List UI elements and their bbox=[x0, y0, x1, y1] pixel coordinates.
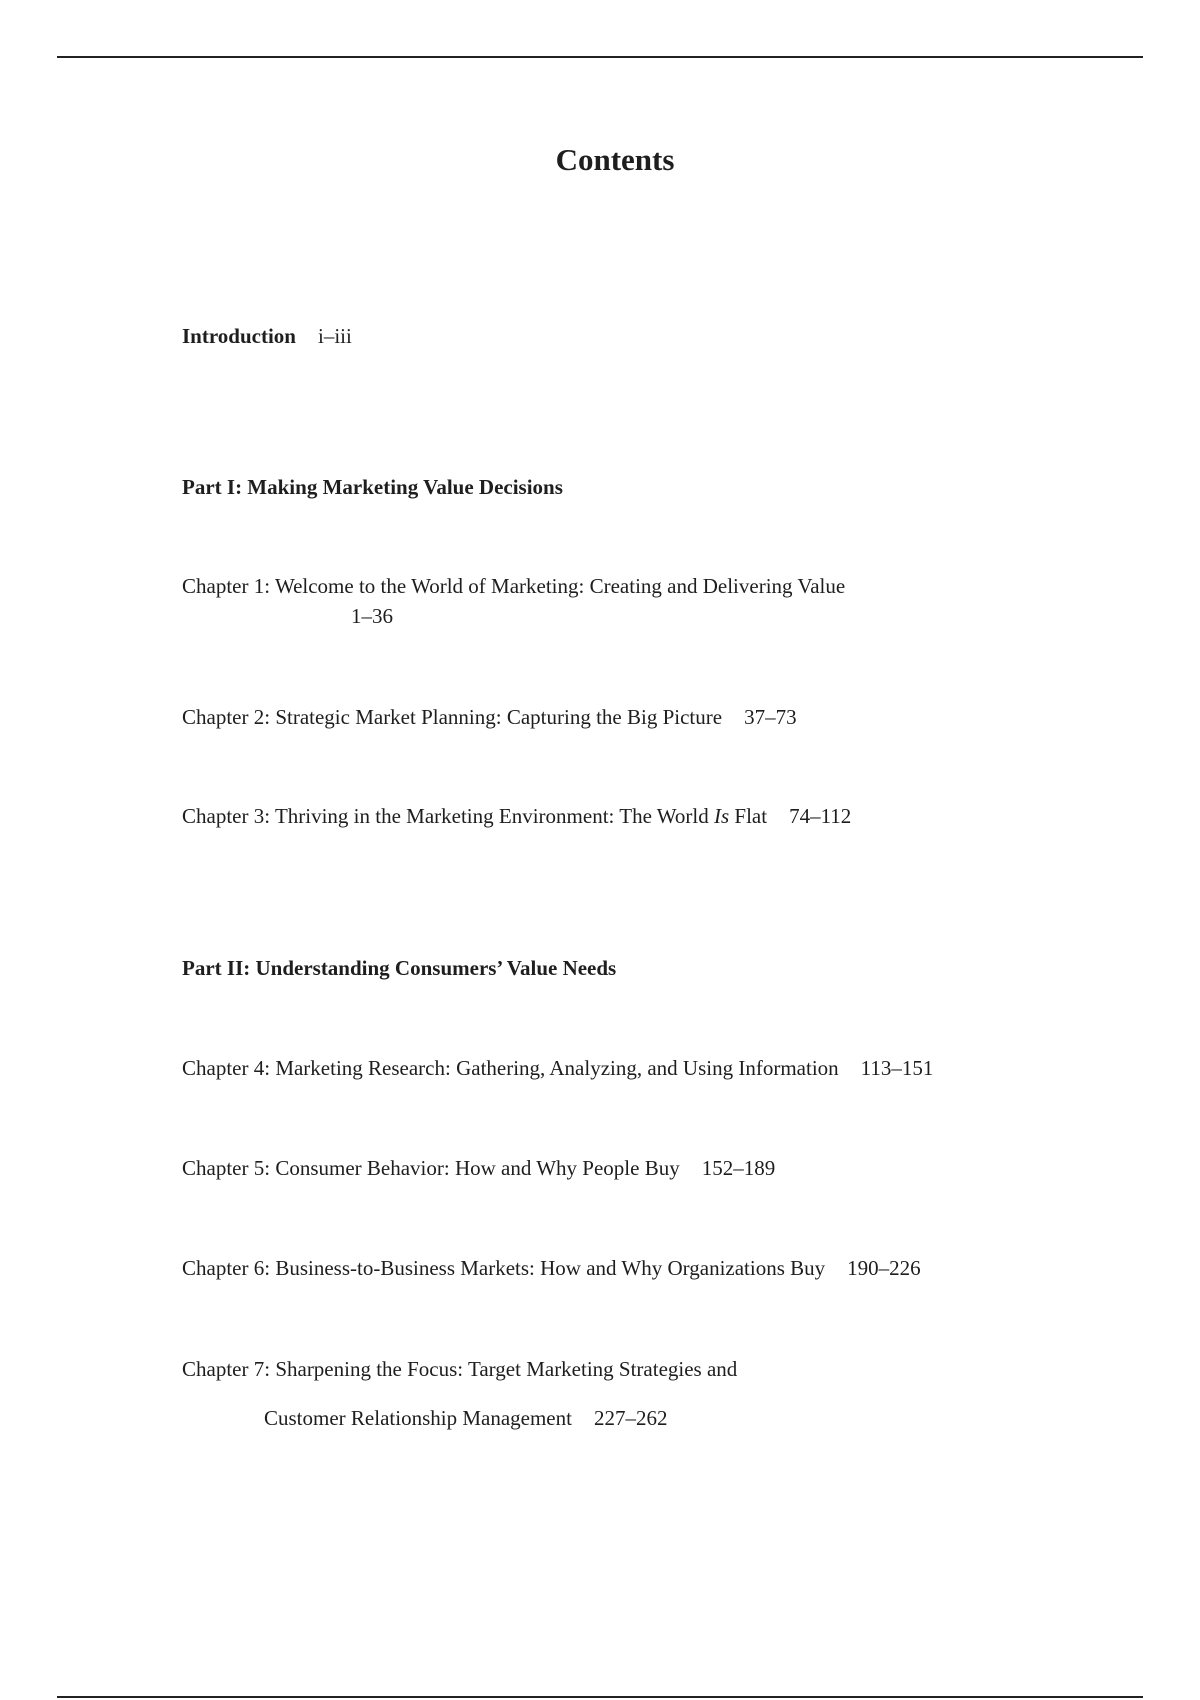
chapter-title: Consumer Behavior: How and Why People Buy bbox=[275, 1156, 680, 1180]
top-rule bbox=[57, 56, 1143, 58]
part-heading: Part II: Understanding Consumers’ Value Needs bbox=[182, 956, 617, 980]
chapter-label: Chapter 2: bbox=[182, 705, 271, 729]
toc-entry-chapter-4 bbox=[182, 1054, 933, 1082]
chapter-title: Customer Relationship Management bbox=[264, 1406, 572, 1430]
chapter-title-part: Thriving in the Marketing Environment: The World bbox=[274, 804, 714, 828]
toc-entry-chapter-6 bbox=[182, 1254, 921, 1282]
chapter-label: Chapter 4: bbox=[182, 1056, 271, 1080]
toc-entry-chapter-1 bbox=[182, 572, 845, 600]
chapter-label: Chapter 5: bbox=[182, 1156, 271, 1180]
chapter-title: Strategic Market Planning: Capturing the Big Picture bbox=[275, 705, 723, 729]
chapter-title: Welcome to the World of Marketing: Creating and Delivering Value bbox=[274, 574, 846, 598]
chapter-label: Chapter 1: bbox=[182, 574, 271, 598]
chapter-title-emphasis: Is bbox=[713, 804, 730, 828]
chapter-label: Chapter 6: bbox=[182, 1256, 271, 1280]
chapter-label: Chapter 3: bbox=[182, 804, 271, 828]
toc-entry-chapter-5 bbox=[182, 1154, 775, 1182]
chapter-title bbox=[275, 804, 767, 828]
toc-entry-introduction bbox=[182, 322, 352, 350]
chapter-pages: 1–36 bbox=[351, 604, 393, 628]
introduction-pages: i–iii bbox=[317, 324, 352, 348]
chapter-pages: 190–226 bbox=[847, 1256, 921, 1280]
toc-entry-chapter-2 bbox=[182, 703, 797, 731]
chapter-pages: 152–189 bbox=[701, 1156, 776, 1180]
chapter-title-part: Flat bbox=[729, 804, 768, 828]
chapter-pages: 113–151 bbox=[860, 1056, 934, 1080]
chapter-title: Sharpening the Focus: Target Marketing Strategies and bbox=[275, 1357, 738, 1381]
chapter-title: Business-to-Business Markets: How and Why Organizations Buy bbox=[275, 1256, 826, 1280]
chapter-title: Marketing Research: Gathering, Analyzing, and Using Information bbox=[275, 1056, 839, 1080]
toc-entry-chapter-7 bbox=[182, 1355, 737, 1383]
part-heading: Part I: Making Marketing Value Decisions bbox=[182, 475, 563, 499]
chapter-pages: 227–262 bbox=[593, 1406, 668, 1430]
chapter-pages: 37–73 bbox=[744, 705, 797, 729]
chapter-pages: 74–112 bbox=[789, 804, 852, 828]
page-title: Contents bbox=[555, 142, 675, 177]
chapter-label: Chapter 7: bbox=[182, 1357, 271, 1381]
toc-entry-chapter-3 bbox=[182, 802, 851, 830]
chapter-title-continuation bbox=[264, 1404, 667, 1432]
introduction-label: Introduction bbox=[182, 324, 296, 348]
bottom-rule bbox=[57, 1696, 1143, 1698]
